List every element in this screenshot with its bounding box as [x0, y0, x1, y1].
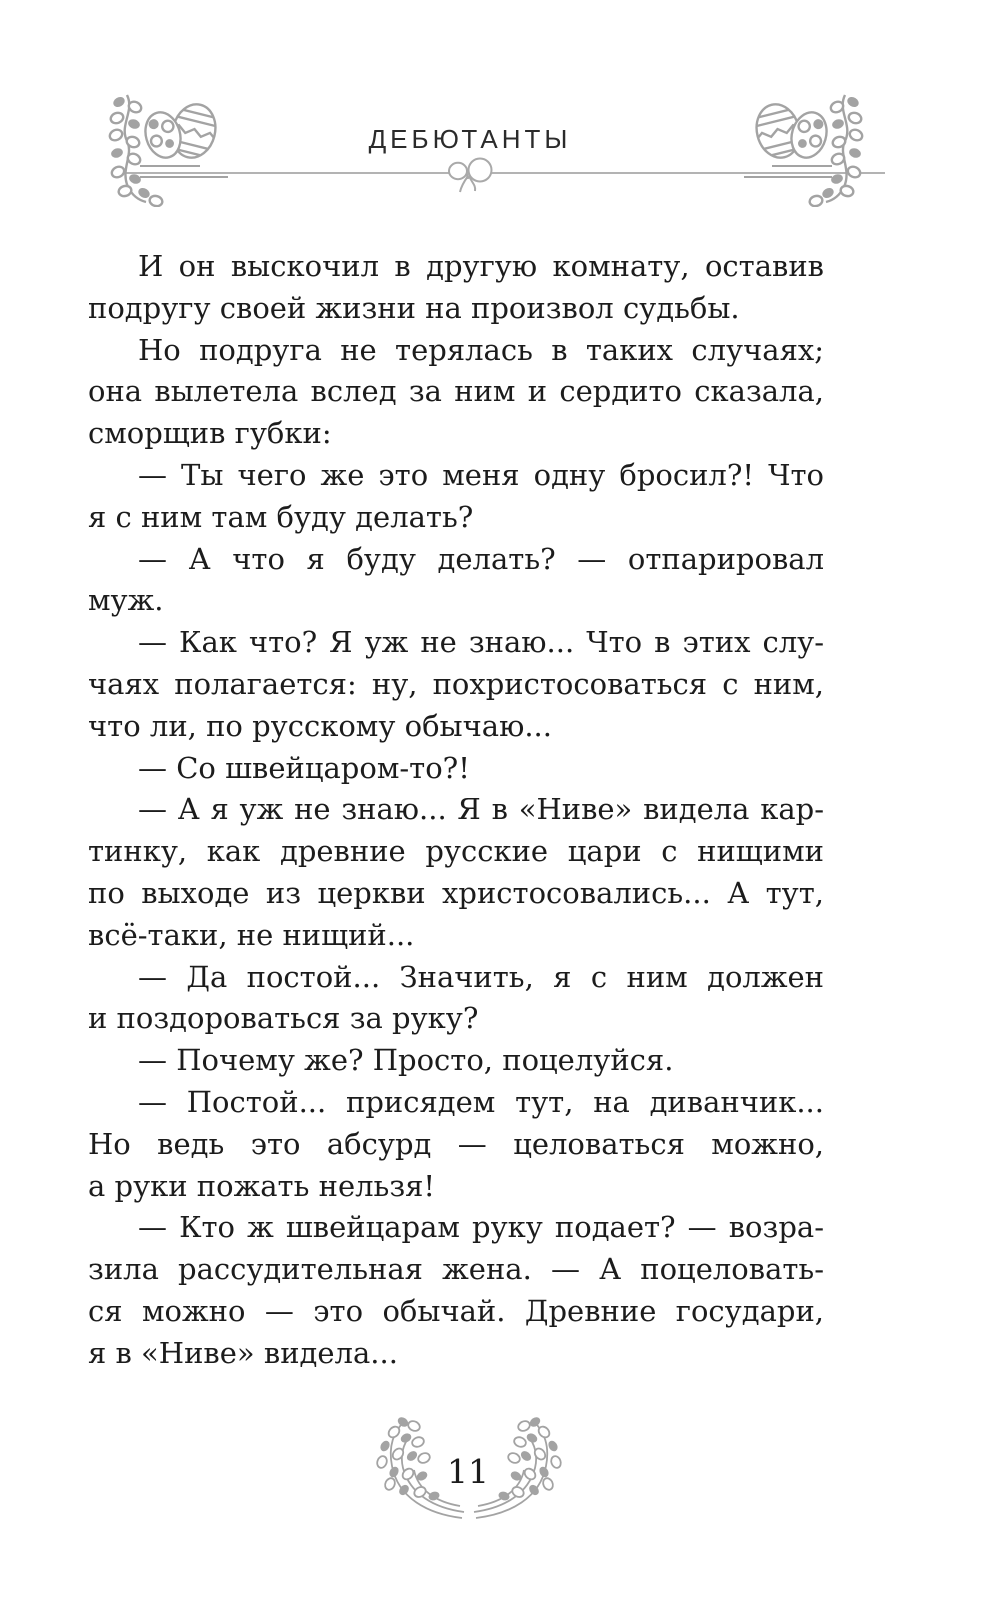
easter-eggs-ornament-right-icon — [742, 93, 864, 207]
paragraph — [88, 246, 824, 330]
chapter-title: ДЕБЮТАНТЫ — [368, 124, 572, 154]
text-line: по выходе из церкви христосовались... А тут, — [88, 875, 824, 910]
text-line: всё-таки, не нищий... — [88, 917, 415, 952]
paragraph — [88, 622, 824, 747]
text-line: Но ведь это абсурд — целоваться можно, — [88, 1126, 824, 1161]
text-line: муж. — [88, 583, 164, 618]
easter-eggs-ornament-left-icon — [108, 93, 230, 207]
text-line: — Постой... присядем тут, на диванчик... — [138, 1084, 824, 1119]
text-line: и поздороваться за руку? — [88, 1001, 479, 1036]
paragraph — [88, 1082, 824, 1207]
text-line: я с ним там буду делать? — [88, 499, 474, 534]
text-line: — А я уж не знаю... Я в «Ниве» видела кар- — [138, 792, 824, 827]
paragraph — [88, 539, 824, 623]
paragraph — [88, 957, 824, 1041]
text-line: — Почему же? Просто, поцелуйся. — [138, 1043, 674, 1078]
paragraph — [88, 1207, 824, 1374]
text-line: она вылетела вслед за ним и сердито сказала, — [88, 374, 824, 409]
text-line: — Со швейцаром-то?! — [138, 750, 470, 785]
text-line: — Да постой... Значить, я с ним должен — [138, 959, 824, 994]
paragraph — [88, 1040, 824, 1082]
text-line: И он выскочил в другую комнату, оставив — [138, 249, 824, 283]
text-line: подругу своей жизни на произвол судьбы. — [88, 290, 740, 325]
text-line: что ли, по русскому обычаю... — [88, 708, 552, 743]
text-line: чаях полагается: ну, похристосоваться с ним, — [88, 666, 824, 701]
text-line: ся можно — это обычай. Древние государи, — [88, 1293, 824, 1328]
text-line: сморщив губки: — [88, 416, 332, 451]
text-line: — А что я буду делать? — отпарировал — [138, 541, 824, 576]
text-line: а руки пожать нельзя! — [88, 1168, 436, 1203]
body-text — [88, 246, 824, 1375]
paragraph — [88, 748, 824, 790]
ribbon-bow-icon — [441, 153, 505, 197]
text-line: тинку, как древние русские цари с нищими — [88, 834, 824, 869]
paragraph — [88, 330, 824, 455]
paragraph — [88, 455, 824, 539]
text-line: зила рассудительная жена. — А поцеловать- — [88, 1252, 824, 1287]
text-line: я в «Ниве» видела... — [88, 1335, 398, 1370]
paragraph — [88, 789, 824, 956]
text-line: — Как что? Я уж не знаю... Что в этих слу- — [138, 625, 824, 660]
page-number: 11 — [447, 1452, 489, 1491]
text-line: — Ты чего же это меня одну бросил?! Что — [138, 457, 824, 492]
text-line: — Кто ж швейцарам руку подает? — возра- — [138, 1210, 824, 1245]
text-line: Но подруга не терялась в таких случаях; — [138, 332, 824, 367]
